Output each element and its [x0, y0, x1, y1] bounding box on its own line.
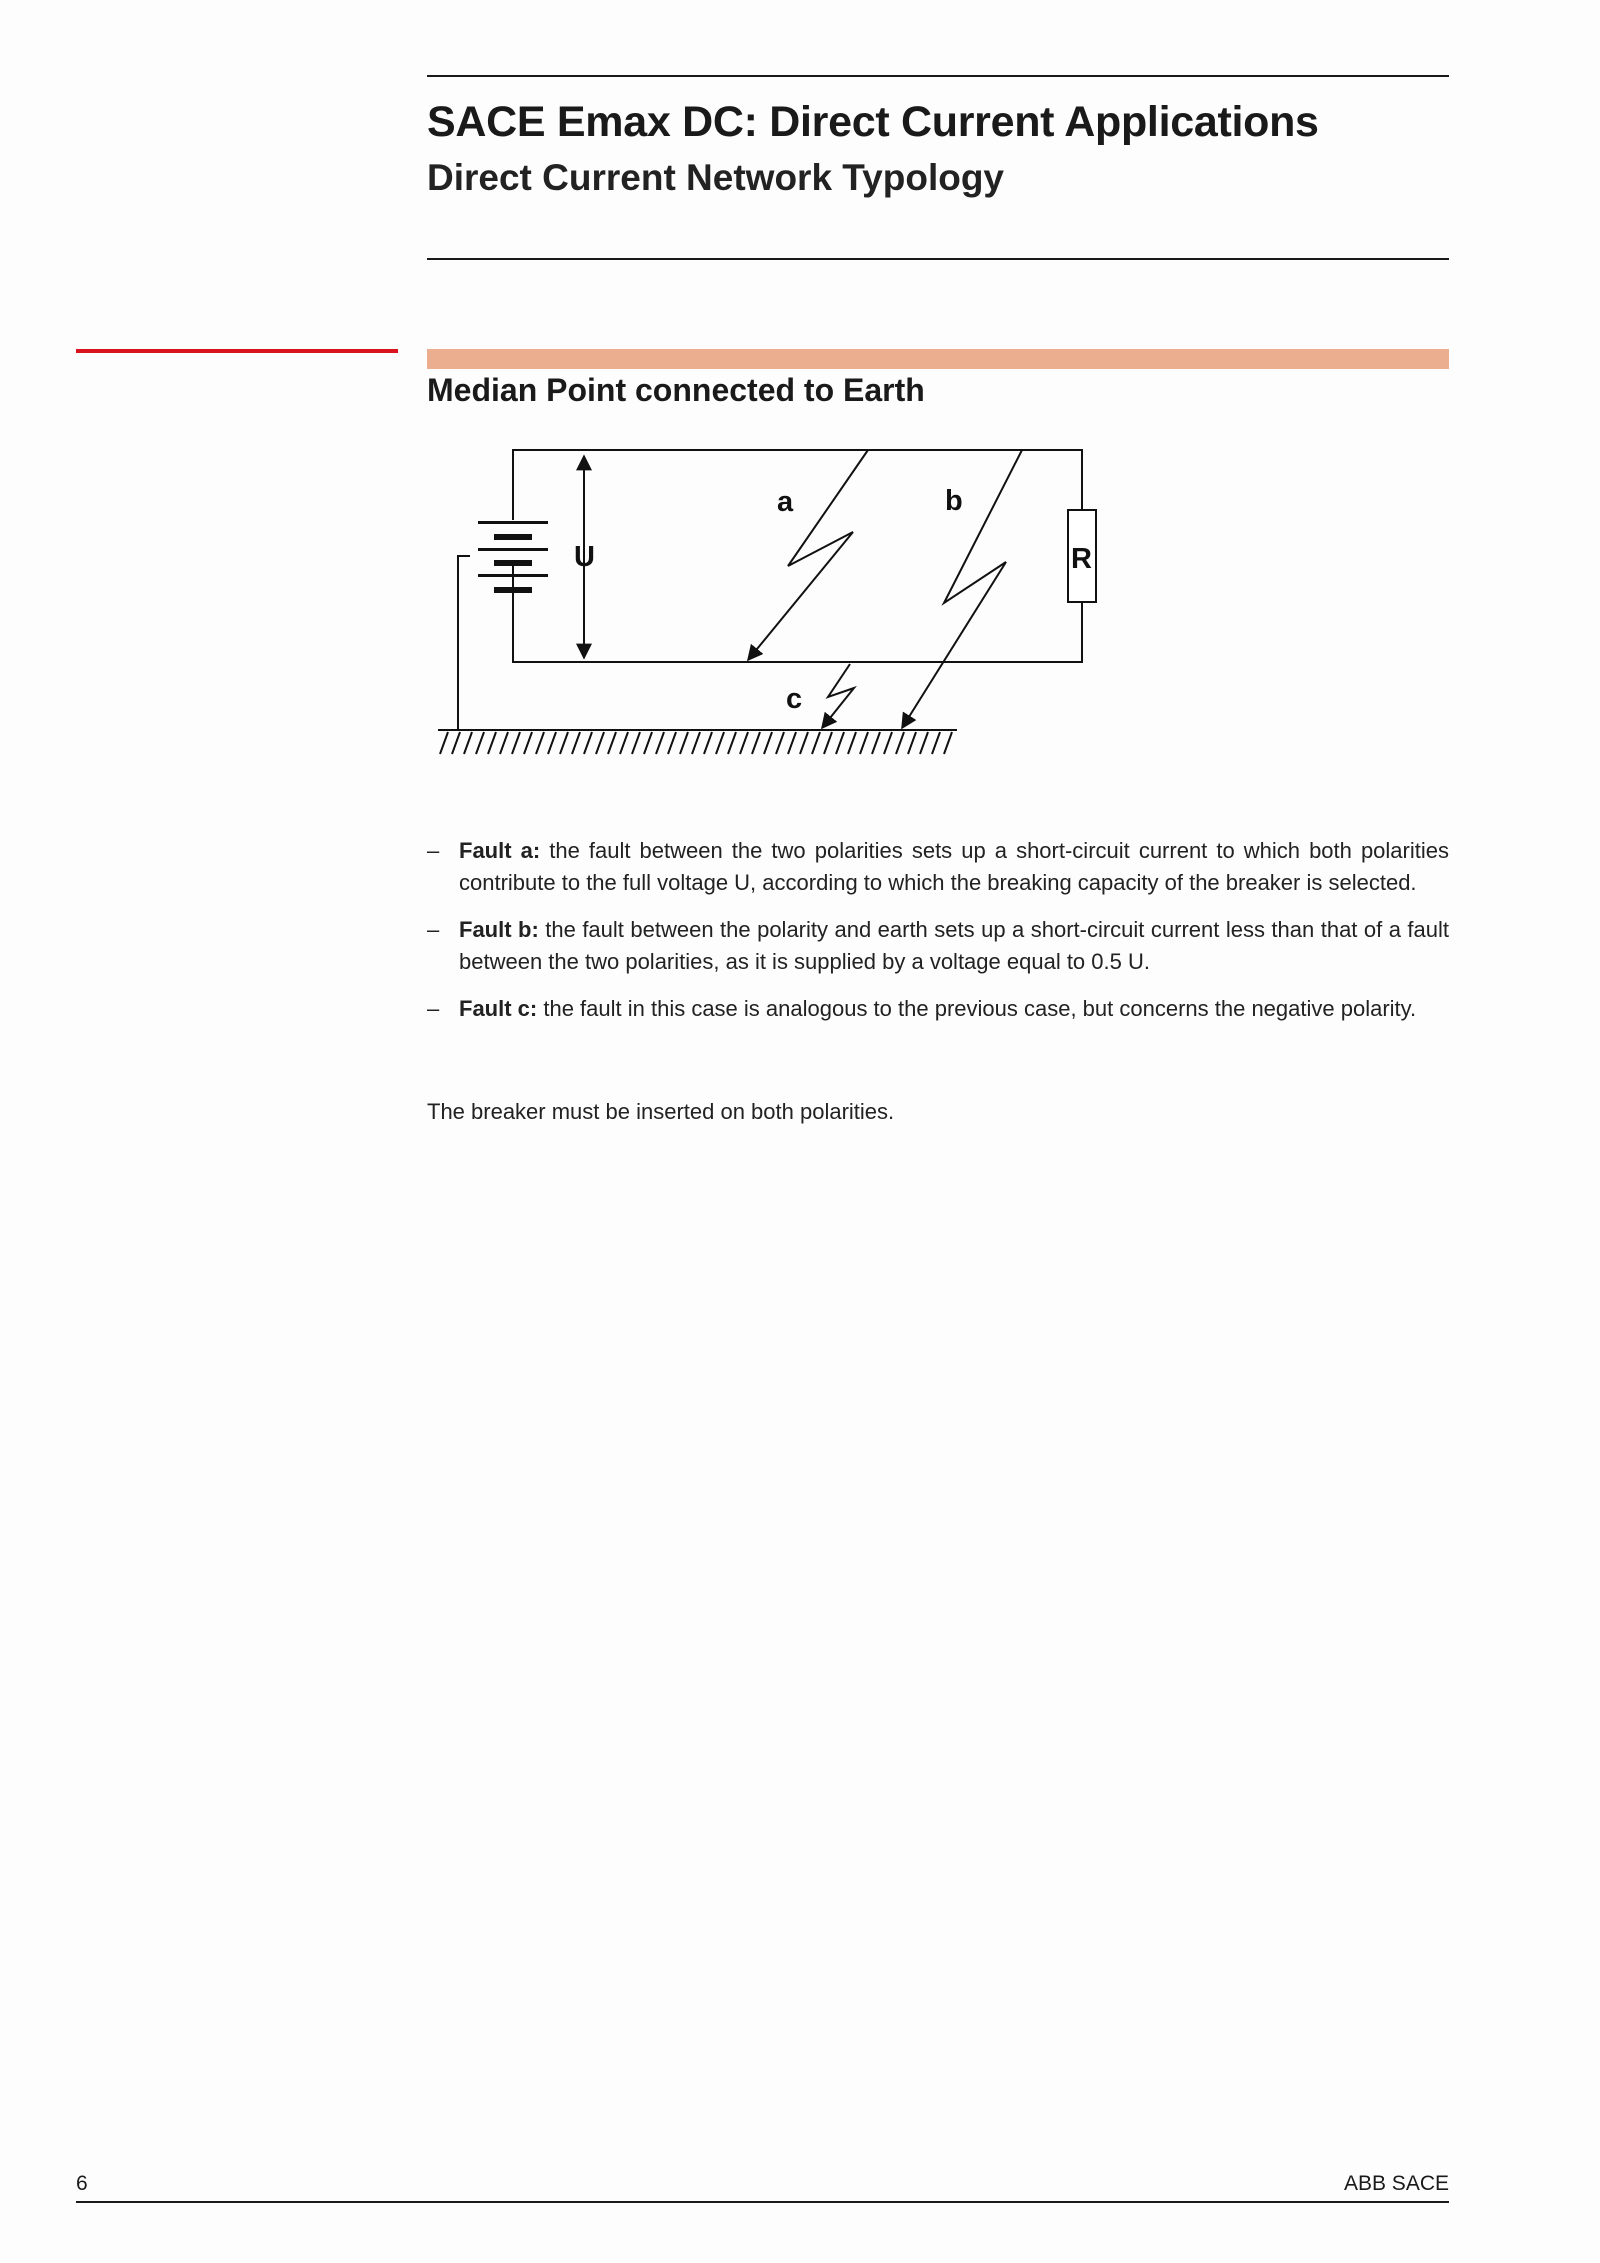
footer-company-name: ABB SACE [1343, 2172, 1449, 2195]
fault-a-text: the fault between the two polarities sets up a short-circuit current to which both polarities contribute to the full voltage U, according to which the breaking capacity of the breaker is selected. [459, 838, 1449, 895]
list-dash: – [427, 917, 440, 942]
fault-item-b [427, 914, 1449, 978]
fault-a-label: a [777, 486, 794, 518]
fault-c-heading: Fault c: [459, 996, 538, 1021]
conclusion-text: The breaker must be inserted on both polarities. [427, 1099, 895, 1124]
fault-a-heading: Fault a: [459, 838, 541, 863]
fault-b-text: the fault between the polarity and earth sets up a short-circuit current less than that of a fault between the two polarities, as it is supplied by a voltage equal to 0.5 U. [459, 917, 1449, 974]
fault-item-a [427, 835, 1449, 899]
voltage-label: U [574, 541, 595, 573]
fault-a-arrow [748, 450, 868, 660]
list-dash: – [427, 838, 440, 863]
fault-description-list [427, 835, 1449, 1040]
fault-b-label: b [945, 485, 963, 517]
list-dash: – [427, 996, 440, 1021]
page-number: 6 [76, 2172, 88, 2195]
document-subtitle: Direct Current Network Typology [427, 157, 1005, 198]
circuit-top-wire [513, 450, 1082, 520]
fault-b-heading: Fault b: [459, 917, 539, 942]
document-title: SACE Emax DC: Direct Current Applications [427, 98, 1319, 146]
fault-c-label: c [786, 683, 803, 715]
ground-wire [458, 556, 470, 730]
footer-rule [76, 2201, 1449, 2203]
fault-c-text: the fault in this case is analogous to the previous case, but concerns the negative polarity. [537, 996, 1417, 1021]
circuit-diagram [0, 0, 1600, 800]
ground-hatching [440, 732, 952, 754]
section-heading: Median Point connected to Earth [427, 372, 925, 408]
fault-item-c [427, 993, 1449, 1025]
resistor-label: R [1071, 543, 1092, 575]
fault-c-arrow [822, 664, 854, 728]
